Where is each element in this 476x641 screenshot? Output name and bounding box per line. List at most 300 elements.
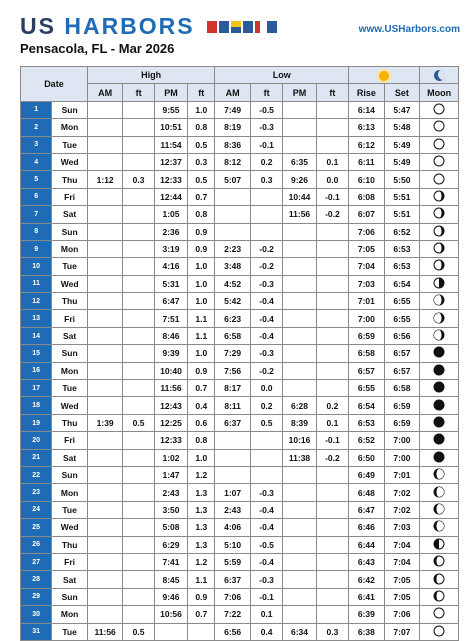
- high-pm-height: 0.9: [188, 240, 215, 257]
- high-am-height: [123, 519, 154, 536]
- page-header: [20, 14, 460, 56]
- day-name: Thu: [52, 171, 88, 188]
- high-am-time: [87, 223, 123, 240]
- low-pm-time: [283, 119, 316, 136]
- high-pm-time: 3:50: [154, 501, 187, 518]
- table-row: [21, 414, 459, 431]
- low-pm-time: 11:56: [283, 206, 316, 223]
- high-am-height: [123, 397, 154, 414]
- table-row: [21, 258, 459, 275]
- sunrise: 6:59: [349, 327, 385, 344]
- low-am-height: -0.3: [250, 119, 282, 136]
- low-pm-time: [283, 275, 316, 292]
- low-pm-time: [283, 571, 316, 588]
- high-pm-height: 0.5: [188, 171, 215, 188]
- high-pm-header: PM: [154, 84, 187, 101]
- moon-header: [420, 67, 459, 84]
- day-name: Sat: [52, 571, 88, 588]
- day-number: 7: [21, 206, 52, 223]
- sunset: 5:50: [384, 171, 420, 188]
- low-pm-height: [316, 484, 348, 501]
- moon-phase-icon: [433, 294, 445, 306]
- table-row: [21, 240, 459, 257]
- low-am-height: 0.1: [250, 606, 282, 623]
- table-row: [21, 519, 459, 536]
- low-am-time: 6:23: [215, 310, 251, 327]
- high-pm-time: 12:37: [154, 153, 187, 170]
- high-am-height: [123, 223, 154, 240]
- high-am-time: [87, 588, 123, 605]
- moon-cell: [420, 536, 459, 553]
- sun-header: [349, 67, 420, 84]
- flag-icon: [267, 21, 277, 33]
- day-number: 17: [21, 380, 52, 397]
- low-am-time: 3:48: [215, 258, 251, 275]
- high-pm-height: 0.8: [188, 119, 215, 136]
- low-am-height: [250, 206, 282, 223]
- day-number: 29: [21, 588, 52, 605]
- day-number: 21: [21, 449, 52, 466]
- moon-phase-icon: [433, 225, 445, 237]
- flag-icon: [207, 21, 217, 33]
- sunrise: 6:13: [349, 119, 385, 136]
- sunset: 5:49: [384, 136, 420, 153]
- low-am-height: [250, 466, 282, 483]
- day-name: Wed: [52, 153, 88, 170]
- high-pm-time: 12:33: [154, 171, 187, 188]
- moon-phase-icon: [433, 120, 445, 132]
- high-pm-time: 1:05: [154, 206, 187, 223]
- high-am-height: [123, 310, 154, 327]
- moon-cell: [420, 171, 459, 188]
- low-pm-time: [283, 466, 316, 483]
- low-am-time: 5:10: [215, 536, 251, 553]
- high-am-time: [87, 206, 123, 223]
- sunset: 5:51: [384, 206, 420, 223]
- moon-cell: [420, 519, 459, 536]
- table-row: [21, 623, 459, 640]
- low-pm-height: [316, 606, 348, 623]
- table-row: [21, 466, 459, 483]
- moon-phase-icon: [433, 416, 445, 428]
- low-pm-height: 0.3: [316, 623, 348, 640]
- high-pm-time: [154, 623, 187, 640]
- high-am-height: [123, 432, 154, 449]
- sunrise: 6:12: [349, 136, 385, 153]
- high-am-time: [87, 275, 123, 292]
- high-pm-time: 5:08: [154, 519, 187, 536]
- sunset: 6:52: [384, 223, 420, 240]
- low-pm-height: [316, 275, 348, 292]
- low-am-time: [215, 188, 251, 205]
- day-name: Fri: [52, 188, 88, 205]
- high-am-time: [87, 327, 123, 344]
- moon-cell: [420, 380, 459, 397]
- low-pm-time: [283, 588, 316, 605]
- high-am-time: [87, 119, 123, 136]
- sunset: 7:01: [384, 466, 420, 483]
- day-number: 31: [21, 623, 52, 640]
- high-am-time: [87, 553, 123, 570]
- high-am-time: [87, 362, 123, 379]
- moon-phase-icon: [433, 486, 445, 498]
- tide-table: [20, 66, 459, 641]
- low-pm-time: [283, 345, 316, 362]
- high-am-time: [87, 432, 123, 449]
- low-pm-time: 6:34: [283, 623, 316, 640]
- low-am-time: 2:23: [215, 240, 251, 257]
- high-pm-height: 0.4: [188, 397, 215, 414]
- high-pm-height: 0.9: [188, 588, 215, 605]
- sunrise: 6:38: [349, 623, 385, 640]
- moon-cell: [420, 258, 459, 275]
- high-pm-height: 0.8: [188, 432, 215, 449]
- high-pm-time: 6:47: [154, 293, 187, 310]
- low-pm-height: [316, 240, 348, 257]
- moon-cell: [420, 397, 459, 414]
- low-am-height: -0.1: [250, 588, 282, 605]
- day-name: Sat: [52, 327, 88, 344]
- day-number: 18: [21, 397, 52, 414]
- day-name: Mon: [52, 484, 88, 501]
- high-pm-height: 0.3: [188, 153, 215, 170]
- moon-phase-icon: [433, 590, 445, 602]
- sunset: 7:02: [384, 501, 420, 518]
- moon-cell: [420, 466, 459, 483]
- sunset: 5:49: [384, 153, 420, 170]
- moon-phase-icon: [433, 625, 445, 637]
- high-am-time: [87, 188, 123, 205]
- high-pm-time: 1:47: [154, 466, 187, 483]
- low-am-time: 1:07: [215, 484, 251, 501]
- table-row: [21, 136, 459, 153]
- moon-phase-icon: [433, 451, 445, 463]
- high-header: High: [87, 67, 214, 84]
- low-am-height: -0.4: [250, 501, 282, 518]
- high-am-time: [87, 380, 123, 397]
- sunrise: 7:00: [349, 310, 385, 327]
- moon-phase-icon: [433, 259, 445, 271]
- low-am-height: -0.2: [250, 240, 282, 257]
- high-pm-height: 0.6: [188, 414, 215, 431]
- moon-phase-icon: [433, 346, 445, 358]
- low-pm-height: [316, 588, 348, 605]
- day-name: Mon: [52, 240, 88, 257]
- low-pm-height: [316, 519, 348, 536]
- flag-icon: [219, 21, 229, 33]
- moon-phase-icon: [433, 312, 445, 324]
- day-number: 2: [21, 119, 52, 136]
- table-row: [21, 501, 459, 518]
- moon-cell: [420, 153, 459, 170]
- sunset: 5:51: [384, 188, 420, 205]
- table-row: [21, 449, 459, 466]
- moon-cell: [420, 414, 459, 431]
- moon-cell: [420, 501, 459, 518]
- high-am-height: [123, 119, 154, 136]
- high-am-time: [87, 449, 123, 466]
- table-row: [21, 588, 459, 605]
- high-pm-time: 12:44: [154, 188, 187, 205]
- website-link[interactable]: www.USHarbors.com: [358, 24, 460, 35]
- moon-phase-icon: [433, 433, 445, 445]
- day-name: Tue: [52, 623, 88, 640]
- low-pm-time: 6:35: [283, 153, 316, 170]
- high-am-time: [87, 536, 123, 553]
- day-number: 24: [21, 501, 52, 518]
- high-am-time: [87, 240, 123, 257]
- low-pm-time: [283, 136, 316, 153]
- low-am-time: [215, 206, 251, 223]
- sunrise: 6:10: [349, 171, 385, 188]
- sunset: 7:07: [384, 623, 420, 640]
- low-am-height: -0.4: [250, 327, 282, 344]
- day-name: Sun: [52, 588, 88, 605]
- moon-phase-icon: [433, 503, 445, 515]
- low-am-height: 0.5: [250, 414, 282, 431]
- low-pm-height: [316, 119, 348, 136]
- moon-cell: [420, 310, 459, 327]
- high-am-time: [87, 310, 123, 327]
- low-pm-height: [316, 380, 348, 397]
- high-am-height: [123, 136, 154, 153]
- sunset: 5:47: [384, 101, 420, 118]
- table-row: [21, 188, 459, 205]
- sunset: 6:59: [384, 414, 420, 431]
- low-am-height: 0.2: [250, 153, 282, 170]
- high-pm-time: 2:43: [154, 484, 187, 501]
- sunrise: 7:03: [349, 275, 385, 292]
- high-am-height: [123, 327, 154, 344]
- high-am-time: [87, 606, 123, 623]
- low-pm-height: [316, 362, 348, 379]
- moon-cell: [420, 223, 459, 240]
- table-row: [21, 362, 459, 379]
- signal-flags-icon: [207, 21, 277, 33]
- low-am-time: 7:56: [215, 362, 251, 379]
- high-am-time: 1:39: [87, 414, 123, 431]
- sunset: 6:57: [384, 362, 420, 379]
- high-pm-height: 0.7: [188, 380, 215, 397]
- high-pm-height: 1.3: [188, 501, 215, 518]
- low-am-time: 7:06: [215, 588, 251, 605]
- sunset: 6:55: [384, 293, 420, 310]
- low-pm-time: 10:44: [283, 188, 316, 205]
- page-title: Pensacola, FL - Mar 2026: [20, 41, 175, 56]
- high-pm-time: 3:19: [154, 240, 187, 257]
- day-number: 28: [21, 571, 52, 588]
- moon-cell: [420, 327, 459, 344]
- low-am-height: -0.4: [250, 293, 282, 310]
- high-pm-time: 4:16: [154, 258, 187, 275]
- high-am-height: [123, 553, 154, 570]
- low-am-time: 8:36: [215, 136, 251, 153]
- low-am-height: -0.3: [250, 571, 282, 588]
- moon-cell: [420, 240, 459, 257]
- moon-phase-header: Moon: [420, 84, 459, 101]
- table-row: [21, 484, 459, 501]
- moon-cell: [420, 553, 459, 570]
- day-name: Wed: [52, 275, 88, 292]
- high-pm-height: 1.2: [188, 466, 215, 483]
- moon-cell: [420, 188, 459, 205]
- high-pm-height: 1.3: [188, 519, 215, 536]
- moon-cell: [420, 588, 459, 605]
- day-number: 6: [21, 188, 52, 205]
- moon-icon: [434, 70, 445, 81]
- sunset: 6:54: [384, 275, 420, 292]
- high-am-height: [123, 153, 154, 170]
- high-am-height: [123, 484, 154, 501]
- day-name: Fri: [52, 432, 88, 449]
- day-name: Mon: [52, 119, 88, 136]
- sunrise: 7:04: [349, 258, 385, 275]
- high-pm-time: 12:33: [154, 432, 187, 449]
- high-am-height: [123, 380, 154, 397]
- moon-phase-icon: [433, 538, 445, 550]
- logo: US HARBORS: [20, 13, 195, 39]
- low-am-time: 8:11: [215, 397, 251, 414]
- sunrise: 6:53: [349, 414, 385, 431]
- day-number: 12: [21, 293, 52, 310]
- high-pm-height: 0.5: [188, 136, 215, 153]
- sunset: 7:00: [384, 449, 420, 466]
- sunset: 7:04: [384, 536, 420, 553]
- day-name: Thu: [52, 536, 88, 553]
- low-pm-time: 10:16: [283, 432, 316, 449]
- sunrise: 6:41: [349, 588, 385, 605]
- sunrise: 6:46: [349, 519, 385, 536]
- moon-cell: [420, 345, 459, 362]
- moon-cell: [420, 571, 459, 588]
- high-pm-time: 12:43: [154, 397, 187, 414]
- low-pm-height: [316, 466, 348, 483]
- sunrise: 6:49: [349, 466, 385, 483]
- sunset: 7:00: [384, 432, 420, 449]
- high-am-height: [123, 571, 154, 588]
- low-am-time: 5:42: [215, 293, 251, 310]
- table-row: [21, 571, 459, 588]
- high-am-height: [123, 101, 154, 118]
- high-am-height: [123, 345, 154, 362]
- low-pm-ft-header: ft: [316, 84, 348, 101]
- table-row: [21, 275, 459, 292]
- low-pm-height: [316, 553, 348, 570]
- table-row: [21, 101, 459, 118]
- high-pm-time: 6:29: [154, 536, 187, 553]
- low-am-ft-header: ft: [250, 84, 282, 101]
- high-pm-height: 1.0: [188, 449, 215, 466]
- low-pm-time: [283, 501, 316, 518]
- low-pm-time: [283, 240, 316, 257]
- low-am-time: [215, 432, 251, 449]
- low-pm-height: 0.1: [316, 153, 348, 170]
- flag-icon: [255, 21, 265, 33]
- day-name: Fri: [52, 553, 88, 570]
- high-pm-height: 0.9: [188, 362, 215, 379]
- day-number: 10: [21, 258, 52, 275]
- sunset: 6:59: [384, 397, 420, 414]
- low-pm-height: [316, 327, 348, 344]
- high-am-height: [123, 501, 154, 518]
- flag-icon: [231, 21, 241, 33]
- table-row: [21, 171, 459, 188]
- high-am-time: [87, 345, 123, 362]
- sunrise: 7:05: [349, 240, 385, 257]
- day-number: 8: [21, 223, 52, 240]
- low-am-time: 7:49: [215, 101, 251, 118]
- moon-cell: [420, 275, 459, 292]
- high-pm-time: 9:46: [154, 588, 187, 605]
- day-name: Sun: [52, 101, 88, 118]
- day-number: 19: [21, 414, 52, 431]
- sunset: 6:53: [384, 258, 420, 275]
- low-am-time: 6:58: [215, 327, 251, 344]
- high-am-time: [87, 519, 123, 536]
- sunrise: 6:54: [349, 397, 385, 414]
- high-am-time: [87, 484, 123, 501]
- table-row: [21, 553, 459, 570]
- sunrise: 6:58: [349, 345, 385, 362]
- sunrise: 7:06: [349, 223, 385, 240]
- high-pm-height: 1.0: [188, 293, 215, 310]
- high-am-height: 0.5: [123, 414, 154, 431]
- low-am-height: [250, 432, 282, 449]
- low-am-header: AM: [215, 84, 251, 101]
- low-am-time: 5:07: [215, 171, 251, 188]
- table-row: [21, 327, 459, 344]
- low-pm-time: [283, 362, 316, 379]
- moon-phase-icon: [433, 277, 445, 289]
- sunrise: 6:47: [349, 501, 385, 518]
- low-pm-time: 6:28: [283, 397, 316, 414]
- table-row: [21, 397, 459, 414]
- low-pm-height: -0.2: [316, 449, 348, 466]
- low-pm-time: [283, 223, 316, 240]
- low-am-height: 0.4: [250, 623, 282, 640]
- low-am-height: -0.4: [250, 310, 282, 327]
- high-pm-ft-header: ft: [188, 84, 215, 101]
- high-pm-time: 7:41: [154, 553, 187, 570]
- sunset: 5:48: [384, 119, 420, 136]
- day-number: 23: [21, 484, 52, 501]
- high-pm-height: [188, 623, 215, 640]
- sunset: 7:06: [384, 606, 420, 623]
- sunrise: 6:50: [349, 449, 385, 466]
- day-name: Thu: [52, 293, 88, 310]
- set-header: Set: [384, 84, 420, 101]
- high-am-time: [87, 466, 123, 483]
- low-pm-height: [316, 223, 348, 240]
- sunset: 7:04: [384, 553, 420, 570]
- low-am-time: 4:52: [215, 275, 251, 292]
- high-am-height: 0.5: [123, 623, 154, 640]
- moon-phase-icon: [433, 329, 445, 341]
- high-pm-height: 1.1: [188, 327, 215, 344]
- low-pm-time: [283, 258, 316, 275]
- moon-phase-icon: [433, 364, 445, 376]
- moon-phase-icon: [433, 103, 445, 115]
- high-am-height: [123, 536, 154, 553]
- low-pm-time: [283, 519, 316, 536]
- low-pm-height: [316, 258, 348, 275]
- day-number: 25: [21, 519, 52, 536]
- low-pm-time: 9:26: [283, 171, 316, 188]
- low-am-time: 5:59: [215, 553, 251, 570]
- moon-phase-icon: [433, 520, 445, 532]
- table-row: [21, 310, 459, 327]
- day-number: 14: [21, 327, 52, 344]
